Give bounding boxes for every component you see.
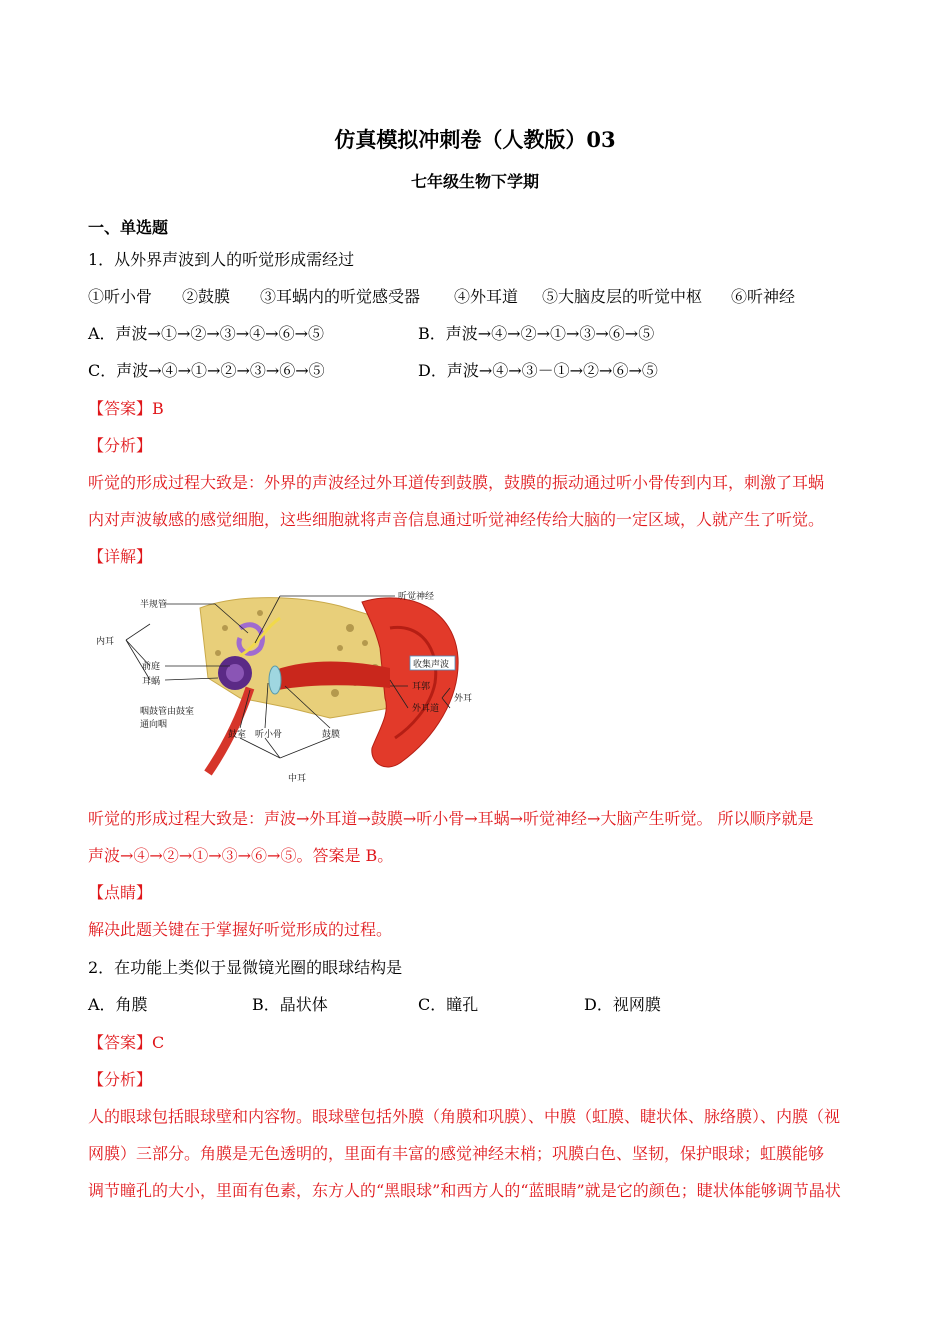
label-canal: 外耳道 xyxy=(412,704,440,714)
q2-answer: 【答案】C xyxy=(88,1033,165,1052)
q1-item: ②鼓膜 xyxy=(182,287,231,306)
q1-analysis-line: 听觉的形成过程大致是：外界的声波经过外耳道传到鼓膜，鼓膜的振动通过听小骨传到内耳，刺激了耳蜗 xyxy=(88,473,825,492)
q1-option-c: C．声波→④→①→②→③→⑥→⑤ xyxy=(88,361,325,380)
q1-comment-label: 【点睛】 xyxy=(88,883,153,902)
q1-comment: 解决此题关键在于掌握好听觉形成的过程。 xyxy=(88,920,393,939)
label-middle-ear: 中耳 xyxy=(288,774,307,784)
q1-detail-label: 【详解】 xyxy=(88,547,153,566)
q2-option-d: D．视网膜 xyxy=(584,995,661,1014)
q1-detail-line: 听觉的形成过程大致是：声波→外耳道→鼓膜→听小骨→耳蜗→听觉神经→大脑产生听觉。 所以顺序就是 xyxy=(88,809,814,828)
q1-item: ⑥听神经 xyxy=(731,287,796,306)
q1-item: ④外耳道 xyxy=(454,287,519,306)
ear-anatomy-diagram xyxy=(90,588,480,788)
label-pinna: 耳郭 xyxy=(412,682,431,692)
q2-analysis-label: 【分析】 xyxy=(88,1070,153,1089)
q1-item: ③耳蜗内的听觉感受器 xyxy=(260,287,421,306)
label-auditory-nerve: 听觉神经 xyxy=(398,592,435,602)
label-cochlea: 耳蜗 xyxy=(142,677,161,687)
q2-option-a: A．角膜 xyxy=(88,995,148,1014)
q1-stem: 1．从外界声波到人的听觉形成需经过 xyxy=(88,250,355,269)
label-outer-ear: 外耳 xyxy=(454,694,473,704)
label-eustachian: 咽鼓管由鼓室 xyxy=(140,707,195,717)
page-title: 仿真模拟冲刺卷（人教版）03 xyxy=(334,127,616,152)
q1-option-d: D．声波→④→③－①→②→⑥→⑤ xyxy=(418,361,658,380)
label-ossicles: 听小骨 xyxy=(255,730,283,740)
q2-analysis-line: 网膜）三部分。角膜是无色透明的，里面有丰富的感觉神经末梢；巩膜白色、坚韧，保护眼球；虹膜能够 xyxy=(88,1144,825,1163)
q1-detail-line: 声波→④→②→①→③→⑥→⑤。答案是 B。 xyxy=(88,846,394,865)
label-inner-ear: 内耳 xyxy=(96,637,115,647)
label-tympanic-cavity: 鼓室 xyxy=(228,730,247,740)
q1-answer: 【答案】B xyxy=(88,399,164,418)
label-collect: 收集声波 xyxy=(413,660,450,670)
eardrum-shape xyxy=(269,666,281,694)
q1-option-b: B．声波→④→②→①→③→⑥→⑤ xyxy=(418,324,655,343)
q2-stem: 2．在功能上类似于显微镜光圈的眼球结构是 xyxy=(88,958,403,977)
label-vestibule: 前庭 xyxy=(142,662,161,672)
q1-item: ①听小骨 xyxy=(88,287,153,306)
q1-analysis-line: 内对声波敏感的感觉细胞，这些细胞就将声音信息通过听觉神经传给大脑的一定区域，人就产生了听觉。 xyxy=(88,510,825,529)
label-semicircular: 半规管 xyxy=(140,600,168,610)
q1-option-a: A．声波→①→②→③→④→⑥→⑤ xyxy=(88,324,324,343)
q2-option-b: B．晶状体 xyxy=(252,995,328,1014)
q2-analysis-line: 人的眼球包括眼球壁和内容物。眼球壁包括外膜（角膜和巩膜）、中膜（虹膜、睫状体、脉络膜）、内膜（视 xyxy=(88,1107,841,1126)
q1-item: ⑤大脑皮层的听觉中枢 xyxy=(542,287,703,306)
q2-analysis-line: 调节瞳孔的大小，里面有色素，东方人的“黑眼球”和西方人的“蓝眼睛”就是它的颜色；睫状体能够调节晶状 xyxy=(88,1181,841,1200)
q1-analysis-label: 【分析】 xyxy=(88,436,153,455)
label-eardrum: 鼓膜 xyxy=(322,730,341,740)
section-heading: 一、单选题 xyxy=(88,218,169,237)
q2-option-c: C．瞳孔 xyxy=(418,995,479,1014)
label-eustachian-2: 通向咽 xyxy=(140,720,168,730)
page-subtitle: 七年级生物下学期 xyxy=(410,172,539,191)
